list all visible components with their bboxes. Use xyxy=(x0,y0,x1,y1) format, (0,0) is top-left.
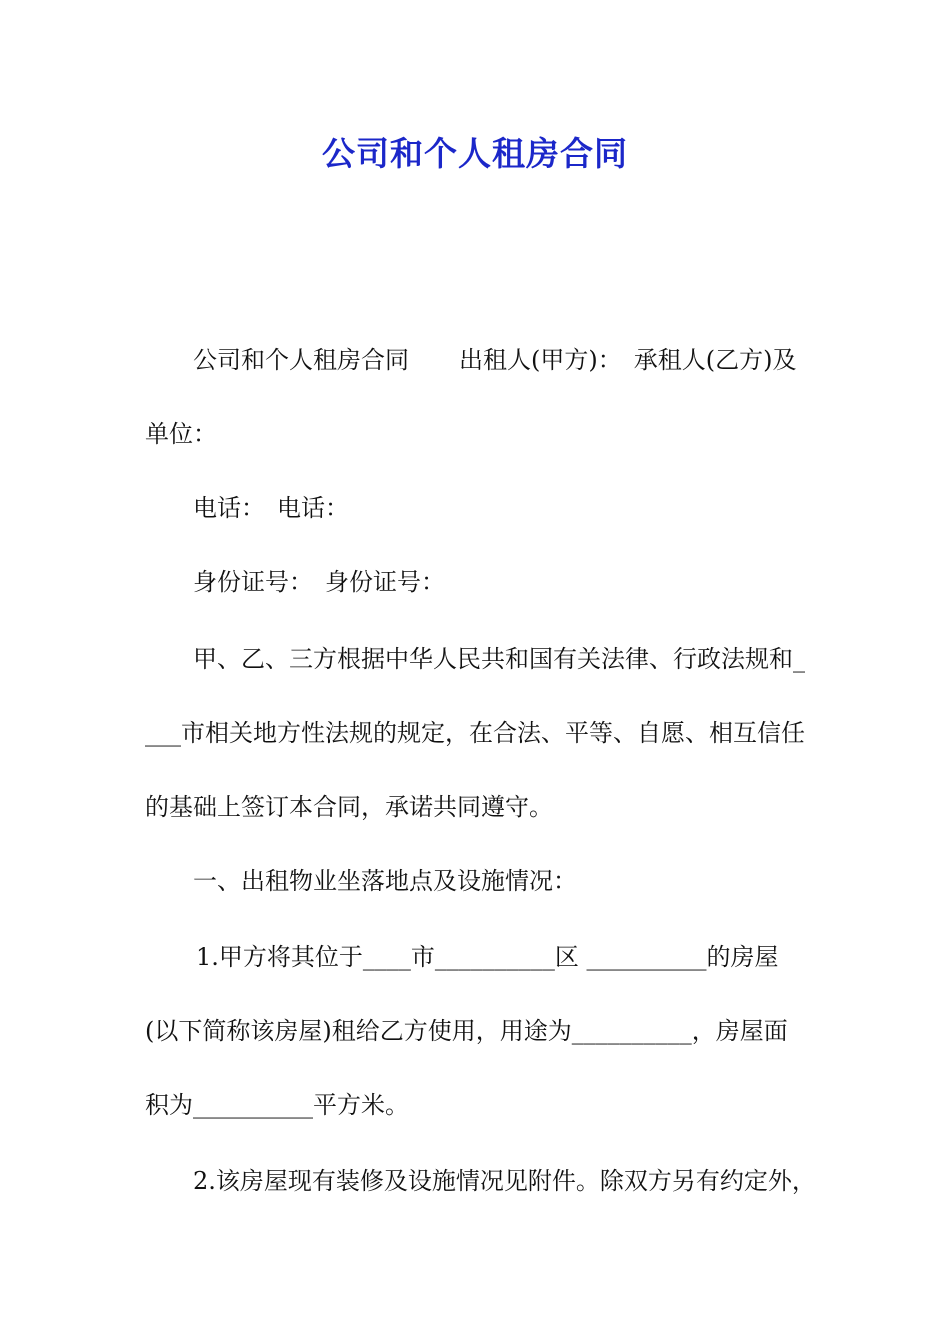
phone-line xyxy=(193,491,349,525)
id-number-line xyxy=(193,565,445,599)
lessor-phone-label: 电话： xyxy=(193,494,265,522)
lessee-label: 承租人(乙方)及 xyxy=(633,346,797,374)
contract-name-text: 公司和个人租房合同 xyxy=(193,346,409,374)
lessor-id-label: 身份证号： xyxy=(193,568,313,596)
section-heading: 一、出租物业坐落地点及设施情况： xyxy=(193,867,577,895)
clause-line: 积为__________平方米。 xyxy=(145,1091,409,1119)
body-paragraph-line: ___市相关地方性法规的规定，在合法、平等、自愿、相互信任 xyxy=(145,719,805,747)
body-paragraph-line: 的基础上签订本合同，承诺共同遵守。 xyxy=(145,793,553,821)
lessee-id-label: 身份证号： xyxy=(325,568,445,596)
clause-line: 1.甲方将其位于____市__________区 __________的房屋 xyxy=(196,943,779,971)
lessor-label: 出租人(甲方)： xyxy=(459,346,622,374)
clause-line: 2.该房屋现有装修及设施情况见附件。除双方另有约定外， xyxy=(193,1167,816,1195)
lessee-phone-label: 电话： xyxy=(277,494,349,522)
clause-line: (以下简称该房屋)租给乙方使用，用途为__________，房屋面 xyxy=(145,1017,788,1045)
unit-label: 单位： xyxy=(145,420,217,448)
parties-line xyxy=(193,343,796,377)
document-title: 公司和个人租房合同 xyxy=(322,134,628,173)
body-paragraph-line: 甲、乙、三方根据中华人民共和国有关法律、行政法规和_ xyxy=(193,645,805,673)
